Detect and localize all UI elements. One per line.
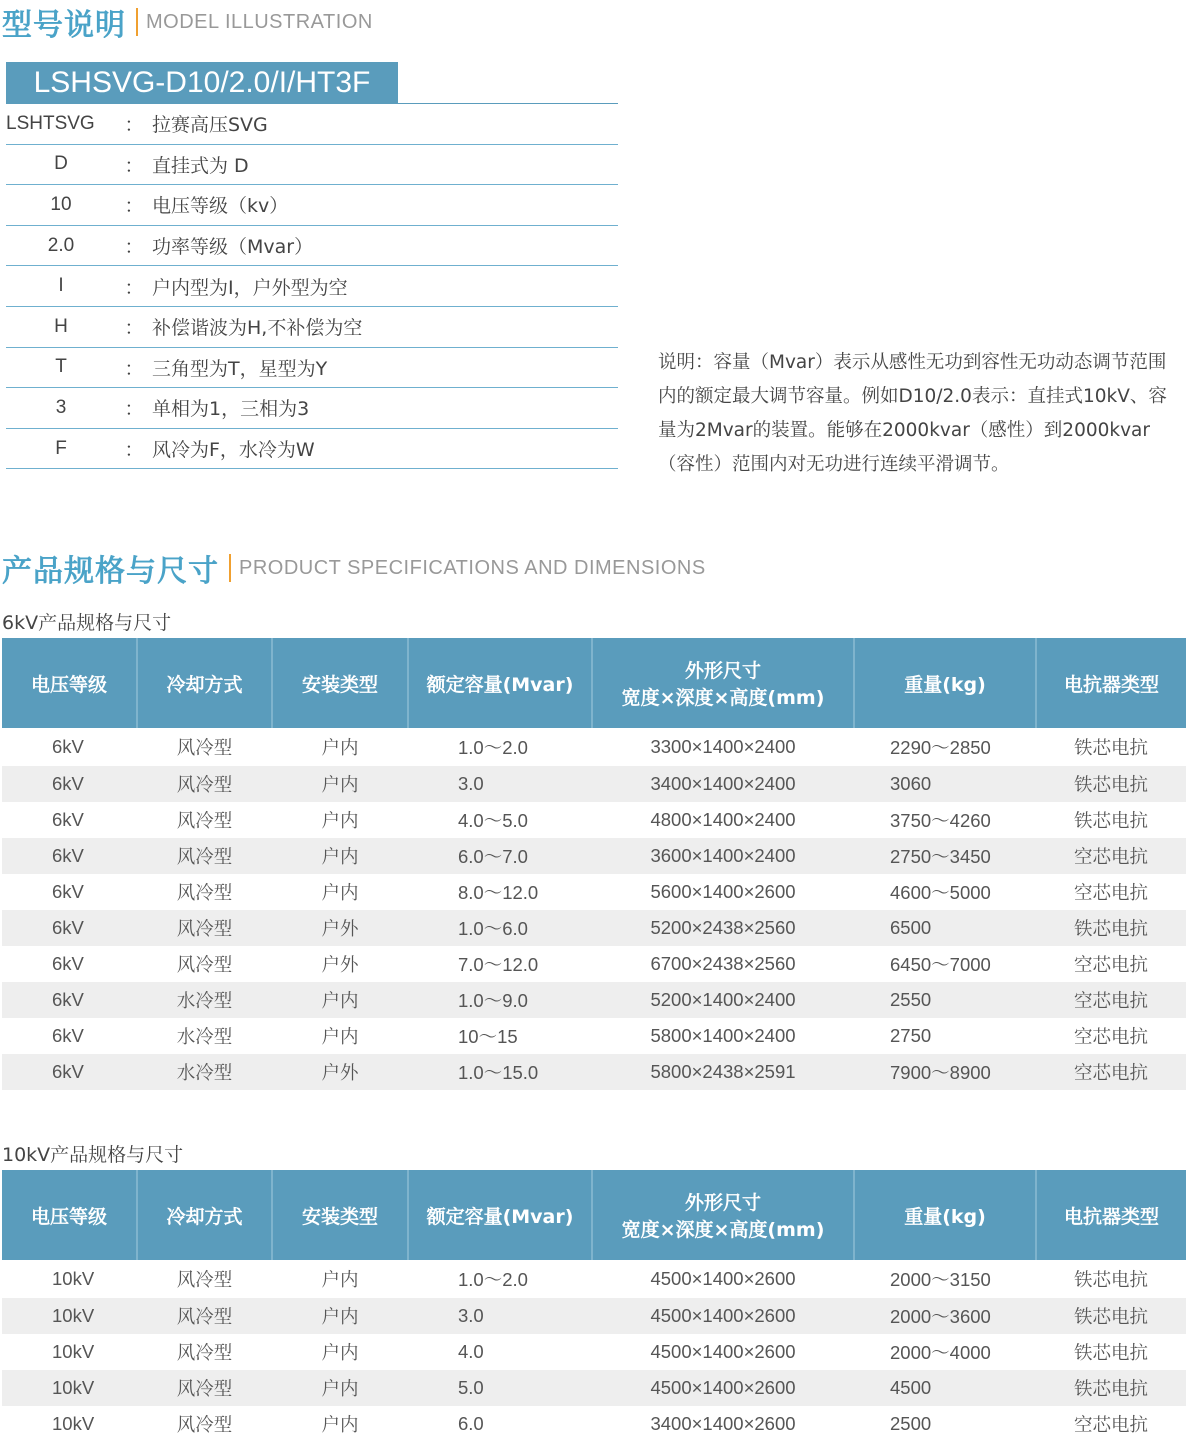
cell-voltage: 6kV xyxy=(52,953,84,974)
table-row xyxy=(2,1260,1186,1298)
cell-voltage: 10kV xyxy=(52,1341,95,1362)
table-row xyxy=(2,802,1186,838)
section-title: 型号说明 xyxy=(2,8,126,43)
cell-cooling: 风冷型 xyxy=(137,838,272,874)
cell-dimensions: 3300×1400×2400 xyxy=(650,736,796,757)
cell-cooling: 水冷型 xyxy=(137,1054,272,1090)
table-6kv-body xyxy=(2,728,1186,1090)
cell-dimensions: 5800×1400×2400 xyxy=(650,1025,796,1046)
model-item-colon: ： xyxy=(124,236,144,259)
cell-dimensions: 5200×2438×2560 xyxy=(592,910,854,946)
model-item-colon: ： xyxy=(124,114,144,137)
model-item-code: T xyxy=(55,356,67,378)
cell-weight: 2750 xyxy=(890,1025,932,1046)
cell-cooling: 风冷型 xyxy=(176,954,233,975)
table-10kv-body xyxy=(2,1260,1186,1442)
cell-reactor: 铁芯电抗 xyxy=(1036,1370,1186,1406)
model-code-banner: LSHSVG-D10/2.0/I/HT3F xyxy=(6,62,398,103)
col-cooling: 冷却方式 xyxy=(137,1170,272,1260)
cell-capacity: 5.0 xyxy=(408,1370,592,1406)
cell-voltage: 6kV xyxy=(52,1025,84,1046)
table-header-row xyxy=(2,638,1186,728)
model-explanation-list xyxy=(6,104,618,469)
model-item-colon: ： xyxy=(124,154,144,177)
model-item-colon: ： xyxy=(124,357,144,380)
cell-weight: 2750～3450 xyxy=(854,838,1036,874)
table-row xyxy=(2,982,1186,1018)
spec-table-6kv xyxy=(2,638,1186,1090)
cell-dimensions: 3400×1400×2600 xyxy=(650,1413,796,1434)
cell-install: 户内 xyxy=(272,1298,408,1334)
model-item-desc: 户内型为I，户外型为空 xyxy=(152,276,348,299)
cell-install: 户内 xyxy=(321,737,359,758)
cell-capacity: 7.0～12.0 xyxy=(458,954,539,975)
cell-dimensions: 5600×1400×2600 xyxy=(650,881,796,902)
cell-capacity: 6.0～7.0 xyxy=(408,838,592,874)
cell-install: 户内 xyxy=(321,810,359,831)
cell-install: 户外 xyxy=(272,910,408,946)
model-item-desc: 直挂式为 D xyxy=(152,154,249,177)
cell-cooling: 风冷型 xyxy=(137,766,272,802)
model-item-colon: ： xyxy=(124,398,144,421)
cell-install: 户内 xyxy=(272,982,408,1018)
cell-dimensions: 5200×1400×2400 xyxy=(592,982,854,1018)
cell-capacity: 1.0～2.0 xyxy=(458,1269,528,1290)
cell-capacity: 1.0～9.0 xyxy=(408,982,592,1018)
col-dimensions-line2: 宽度×深度×高度(mm) xyxy=(621,1219,825,1241)
cell-dimensions: 4500×1400×2600 xyxy=(592,1298,854,1334)
cell-reactor: 空芯电抗 xyxy=(1073,954,1148,975)
col-voltage: 电压等级 xyxy=(2,638,137,728)
cell-capacity: 4.0～5.0 xyxy=(458,810,528,831)
cell-dimensions: 5800×2438×2591 xyxy=(592,1054,854,1090)
model-item xyxy=(6,226,618,267)
cell-dimensions: 4500×1400×2600 xyxy=(592,1370,854,1406)
col-install: 安装类型 xyxy=(272,1170,408,1260)
col-cooling: 冷却方式 xyxy=(137,638,272,728)
cell-reactor: 铁芯电抗 xyxy=(1073,737,1148,758)
table-row xyxy=(2,1370,1186,1406)
cell-weight: 6500 xyxy=(854,910,1036,946)
model-item-desc: 拉赛高压SVG xyxy=(152,114,268,137)
table-row xyxy=(2,910,1186,946)
cell-reactor: 空芯电抗 xyxy=(1036,1054,1186,1090)
model-item-code: 2.0 xyxy=(47,234,75,256)
model-item xyxy=(6,185,618,226)
cell-reactor: 空芯电抗 xyxy=(1073,882,1148,903)
model-item xyxy=(6,145,618,186)
cell-dimensions: 3600×1400×2400 xyxy=(592,838,854,874)
col-dimensions xyxy=(592,1170,854,1260)
title-divider xyxy=(229,554,231,582)
col-dimensions xyxy=(592,638,854,728)
table-6kv-title: 6kV产品规格与尺寸 xyxy=(2,612,172,634)
cell-reactor: 空芯电抗 xyxy=(1036,838,1186,874)
col-dimensions-line2: 宽度×深度×高度(mm) xyxy=(621,687,825,709)
cell-voltage: 6kV xyxy=(52,809,84,830)
model-item-colon: ： xyxy=(124,195,144,218)
col-capacity: 额定容量(Mvar) xyxy=(408,1170,592,1260)
cell-cooling: 风冷型 xyxy=(176,1414,233,1435)
cell-weight: 2500 xyxy=(890,1413,932,1434)
cell-weight: 6450～7000 xyxy=(890,954,991,975)
cell-cooling: 水冷型 xyxy=(176,1026,233,1047)
model-item-code: LSHTSVG xyxy=(6,112,95,134)
cell-reactor: 空芯电抗 xyxy=(1036,982,1186,1018)
cell-weight: 2550 xyxy=(854,982,1036,1018)
table-row xyxy=(2,1298,1186,1334)
cell-cooling: 风冷型 xyxy=(137,910,272,946)
cell-cooling: 风冷型 xyxy=(137,1298,272,1334)
cell-capacity: 6.0 xyxy=(458,1413,484,1434)
cell-weight: 3060 xyxy=(854,766,1036,802)
cell-voltage: 6kV xyxy=(2,1054,137,1090)
cell-voltage: 10kV xyxy=(52,1413,95,1434)
col-dimensions-line1: 外形尺寸 xyxy=(684,660,761,682)
cell-reactor: 铁芯电抗 xyxy=(1036,1298,1186,1334)
col-weight: 重量(kg) xyxy=(854,638,1036,728)
cell-install: 户外 xyxy=(272,1054,408,1090)
section-subtitle: PRODUCT SPECIFICATIONS AND DIMENSIONS xyxy=(239,556,706,579)
model-item-desc: 单相为1，三相为3 xyxy=(152,398,310,421)
col-reactor: 电抗器类型 xyxy=(1036,638,1186,728)
cell-capacity: 10～15 xyxy=(458,1026,518,1047)
model-item xyxy=(6,307,618,348)
col-reactor: 电抗器类型 xyxy=(1036,1170,1186,1260)
cell-cooling: 风冷型 xyxy=(137,1370,272,1406)
cell-voltage: 6kV xyxy=(2,766,137,802)
cell-capacity: 1.0～6.0 xyxy=(408,910,592,946)
cell-capacity: 3.0 xyxy=(408,1298,592,1334)
col-capacity: 额定容量(Mvar) xyxy=(408,638,592,728)
cell-voltage: 6kV xyxy=(2,982,137,1018)
model-item-desc: 三角型为T，星型为Y xyxy=(152,357,328,380)
cell-dimensions: 4500×1400×2600 xyxy=(650,1341,796,1362)
cell-capacity: 4.0 xyxy=(458,1341,484,1362)
cell-capacity: 8.0～12.0 xyxy=(458,882,539,903)
cell-capacity: 1.0～2.0 xyxy=(458,737,528,758)
cell-reactor: 铁芯电抗 xyxy=(1073,810,1148,831)
table-row xyxy=(2,728,1186,766)
spec-section-header xyxy=(2,546,706,590)
section-subtitle: MODEL ILLUSTRATION xyxy=(146,10,373,33)
spec-table-10kv xyxy=(2,1170,1186,1442)
cell-install: 户内 xyxy=(321,1342,359,1363)
cell-reactor: 铁芯电抗 xyxy=(1036,910,1186,946)
cell-voltage: 10kV xyxy=(52,1268,95,1289)
model-item-code: F xyxy=(55,437,67,459)
table-row xyxy=(2,766,1186,802)
model-item-desc: 补偿谐波为H,不补偿为空 xyxy=(152,317,363,340)
cell-cooling: 风冷型 xyxy=(176,882,233,903)
col-install: 安装类型 xyxy=(272,638,408,728)
table-row xyxy=(2,838,1186,874)
title-divider xyxy=(136,8,138,36)
table-row xyxy=(2,1334,1186,1370)
cell-dimensions: 6700×2438×2560 xyxy=(650,953,796,974)
cell-weight: 2000～4000 xyxy=(890,1342,991,1363)
cell-voltage: 6kV xyxy=(2,838,137,874)
model-item-desc: 功率等级（Mvar） xyxy=(152,236,314,259)
cell-weight: 2290～2850 xyxy=(890,737,991,758)
model-item-desc: 风冷为F，水冷为W xyxy=(152,439,315,462)
cell-capacity: 1.0～15.0 xyxy=(408,1054,592,1090)
model-item xyxy=(6,429,618,470)
cell-cooling: 水冷型 xyxy=(137,982,272,1018)
model-item-code: D xyxy=(54,153,68,175)
cell-install: 户内 xyxy=(321,1269,359,1290)
cell-reactor: 铁芯电抗 xyxy=(1036,766,1186,802)
cell-voltage: 6kV xyxy=(52,881,84,902)
cell-reactor: 空芯电抗 xyxy=(1073,1414,1148,1435)
cell-weight: 7900～8900 xyxy=(854,1054,1036,1090)
model-item xyxy=(6,388,618,429)
table-row xyxy=(2,1406,1186,1442)
cell-install: 户内 xyxy=(272,766,408,802)
cell-reactor: 空芯电抗 xyxy=(1073,1026,1148,1047)
section-title: 产品规格与尺寸 xyxy=(2,554,219,589)
model-item-desc: 电压等级（kv） xyxy=(152,195,289,218)
cell-voltage: 6kV xyxy=(52,736,84,757)
cell-weight: 2000～3150 xyxy=(890,1269,991,1290)
cell-voltage: 10kV xyxy=(2,1298,137,1334)
model-item-code: 10 xyxy=(50,193,72,215)
cell-dimensions: 4800×1400×2400 xyxy=(650,809,796,830)
cell-weight: 2000～3600 xyxy=(854,1298,1036,1334)
model-item-colon: ： xyxy=(124,317,144,340)
table-10kv-title: 10kV产品规格与尺寸 xyxy=(2,1144,184,1166)
col-weight: 重量(kg) xyxy=(854,1170,1036,1260)
cell-install: 户内 xyxy=(272,838,408,874)
table-row xyxy=(2,1018,1186,1054)
model-section-header xyxy=(2,0,373,44)
cell-cooling: 风冷型 xyxy=(176,737,233,758)
col-voltage: 电压等级 xyxy=(2,1170,137,1260)
cell-voltage: 6kV xyxy=(2,910,137,946)
cell-weight: 4500 xyxy=(854,1370,1036,1406)
cell-capacity: 3.0 xyxy=(408,766,592,802)
cell-install: 户外 xyxy=(321,954,359,975)
cell-reactor: 铁芯电抗 xyxy=(1073,1342,1148,1363)
cell-reactor: 铁芯电抗 xyxy=(1073,1269,1148,1290)
cell-cooling: 风冷型 xyxy=(176,1269,233,1290)
cell-install: 户内 xyxy=(272,1370,408,1406)
table-row xyxy=(2,874,1186,910)
model-note: 说明：容量（Mvar）表示从感性无功到容性无功动态调节范围内的额定最大调节容量。例如D10/2.0表示：直挂式10kV、容量为2Mvar的装置。能够在2000kvar（感性）到2000kvar（容性）范围内对无功进行连续平滑调节。 xyxy=(658,352,1167,475)
table-header-row xyxy=(2,1170,1186,1260)
cell-dimensions: 4500×1400×2600 xyxy=(650,1268,796,1289)
model-item xyxy=(6,348,618,389)
model-item-colon: ： xyxy=(124,276,144,299)
cell-voltage: 10kV xyxy=(2,1370,137,1406)
cell-weight: 3750～4260 xyxy=(890,810,991,831)
model-item-code: 3 xyxy=(55,396,67,418)
model-item-code: H xyxy=(54,315,68,337)
table-row xyxy=(2,946,1186,982)
cell-cooling: 风冷型 xyxy=(176,1342,233,1363)
cell-weight: 4600～5000 xyxy=(890,882,991,903)
model-item xyxy=(6,104,618,145)
table-row xyxy=(2,1054,1186,1090)
cell-install: 户内 xyxy=(321,1414,359,1435)
model-item xyxy=(6,266,618,307)
cell-install: 户内 xyxy=(321,1026,359,1047)
model-item-code: I xyxy=(58,275,64,297)
col-dimensions-line1: 外形尺寸 xyxy=(684,1192,761,1214)
cell-cooling: 风冷型 xyxy=(176,810,233,831)
cell-install: 户内 xyxy=(321,882,359,903)
cell-dimensions: 3400×1400×2400 xyxy=(592,766,854,802)
model-item-colon: ： xyxy=(124,439,144,462)
